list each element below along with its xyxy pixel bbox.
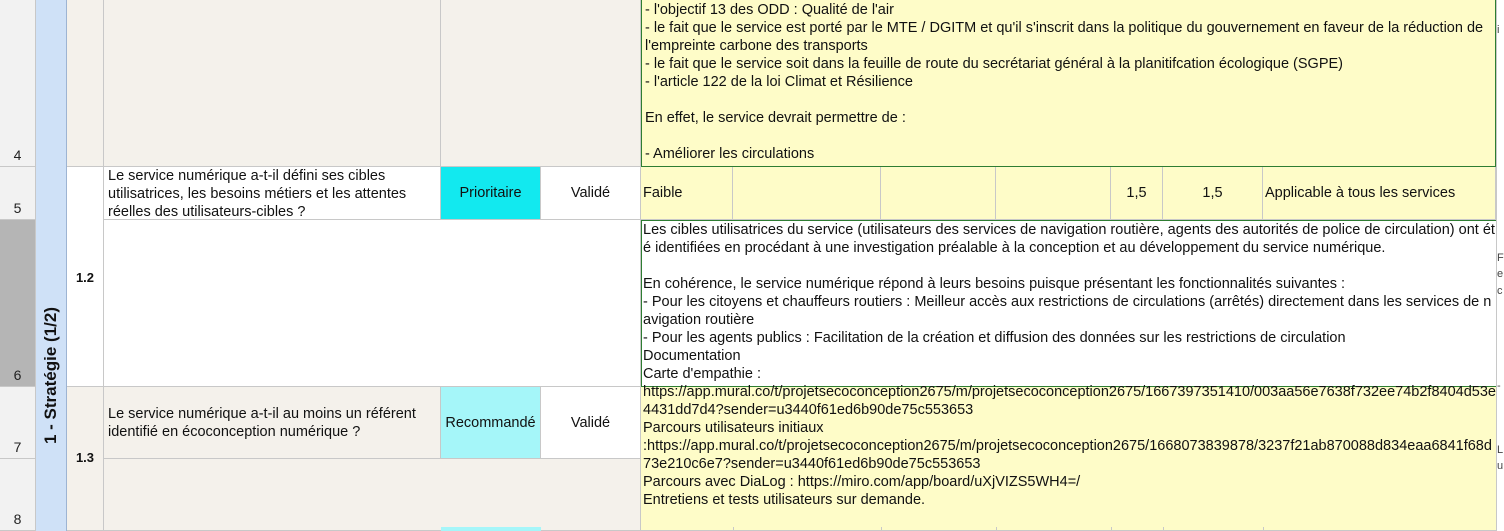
score-cell-1[interactable] [1111,167,1163,220]
question-cell-row5[interactable] [104,167,441,220]
overflow-fragment: c [1497,285,1503,297]
difficulty-cell[interactable] [641,167,733,220]
priority-cell-row9[interactable] [441,527,541,531]
row-header-5[interactable] [0,167,36,220]
overflow-fragment: i [1497,24,1500,36]
priority-cell-row5[interactable] [441,167,541,220]
cell-i5[interactable] [881,167,996,220]
status-cell-row5[interactable] [541,167,641,220]
row-number: 5 [13,200,22,216]
status-value: Validé [570,185,611,201]
cell-c8[interactable] [104,459,641,531]
cell-b-1-3[interactable] [67,387,104,531]
priority-value: Prioritaire [459,185,522,201]
question-text: Le service numérique a-t-il défini ses cibles utilisatrices, les besoins métiers et les attentes réelles des utilisateurs-cibles ? [108,168,407,220]
comment-cell-row4[interactable] [641,0,1496,167]
scope-value: Applicable à tous les services [1265,185,1456,201]
comment-text: Les cibles utilisatrices du service (utilisateurs des services de navigation routière, agents des autorités de police de circulation) ont été identifiées en procédant à une investigation préalable à la conception et au développement du service numérique. En cohérence, le service numérique répond à leurs besoins puisque présentant les fonctionnalités suivantes : - Pour les citoyens et chauffeurs routiers : Meilleur accès aux restrictions de circulations (arrêtés) directement dans les services de navigation routière - Pour les agents publics : Facilitation de la création et diffusion des données sur les restrictions de circulation Documentation Carte d'empathie : https://app.mural.co/t/projetsecoconception2675/m/projetsecoconception2675/1667397351410/003aa56e7638f732ee74b2f8404d53e4431dd7d4?sender=u3440f61ed6b90de75c553653 Parcours utilisateurs initiaux :https://app.mural.co/t/projetsecoconception2675/m/projetsecoconception2675/1668073839878/3237f21ab870088d834eaa6841f68d73e210c6e7?sender=u3440f61ed6b90de75c553653 Parcours avec DiaLog : https://miro.com/app/board/uXjVIZS5WH4=/ Entretiens et tests utilisateurs sur demande. [643,222,1496,508]
priority-cell-row7[interactable] [441,387,541,459]
question-cell-row7[interactable] [104,387,441,459]
cell-d4[interactable] [441,0,641,167]
row-number: 8 [13,511,22,527]
overflow-fragment: - [1497,380,1501,392]
row-header-7[interactable] [0,387,36,459]
cell-j5[interactable] [996,167,1111,220]
cell-b4[interactable] [67,0,104,167]
clipped-column[interactable] [1496,0,1504,531]
overflow-fragment: u [1497,460,1504,472]
status-value: Validé [570,414,611,431]
scope-cell[interactable] [1263,167,1496,220]
row-header-8[interactable] [0,459,36,531]
overflow-fragment: F [1497,252,1504,264]
score-value: 1,5 [1126,185,1147,201]
cell-c6[interactable] [104,220,641,387]
row-number: 4 [13,147,22,163]
score-value: 1,5 [1202,185,1223,201]
question-text: Le service numérique a-t-il au moins un référent identifié en écoconception numérique ? [108,405,416,440]
cell-h5[interactable] [733,167,881,220]
subsection-number: 1.2 [75,269,95,285]
section-label: 1 - Stratégie (1/2) [41,307,60,444]
section-column[interactable] [36,0,67,531]
row-header-4[interactable] [0,0,36,167]
row-header-6[interactable] [0,220,36,387]
cell-c4[interactable] [104,0,441,167]
comment-text: - l'objectif 13 des ODD : Qualité de l'air - le fait que le service est porté par le MTE / DGITM et qu'il s'inscrit dans la politique du gouvernement en faveur de la réduction de l'empreinte carbone des transports - le fait que le service soit dans la feuille de route du secrétariat général à la planitifcation écologique (SGPE) - l'article 122 de la loi Climat et Résilience En effet, le service devrait permettre de : - Améliorer les circulations [645,2,1484,162]
overflow-fragment: e [1497,268,1504,280]
status-cell-row7[interactable] [541,387,641,459]
difficulty-value: Faible [643,185,683,201]
overflow-fragment: L [1497,444,1504,456]
score-cell-2[interactable] [1163,167,1263,220]
priority-value: Recommandé [445,414,536,431]
subsection-number: 1.3 [75,449,95,465]
row-number: 6 [13,367,22,383]
row-number: 7 [13,439,22,455]
cell-b-1-2[interactable] [67,167,104,387]
